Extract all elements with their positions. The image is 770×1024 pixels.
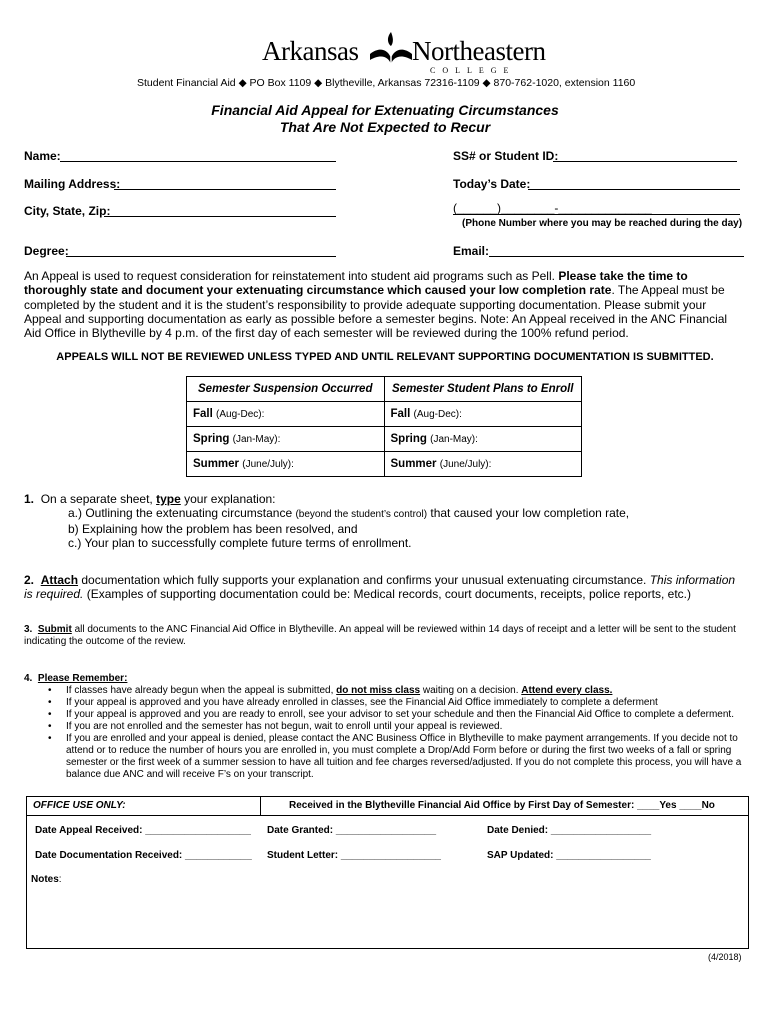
table-row (187, 402, 582, 427)
enroll-summer-cell[interactable]: Summer (June/July): (384, 452, 582, 477)
semester-table (186, 376, 582, 477)
name-label: Name: (24, 149, 61, 163)
mailing-address-label: Mailing Address: (24, 177, 121, 191)
enroll-spring-cell[interactable]: Spring (Jan-May): (384, 427, 582, 452)
instruction-1: 1. On a separate sheet, type your explanation: a.) Outlining the extenuating circumstance (beyond the student’s control) that caused your low completion rate, b) Explaining how the problem has been resolved, and c.) Your plan to successfully complete future terms of enrollment. (24, 492, 630, 550)
degree-label: Degree: (24, 244, 69, 258)
enroll-fall-cell[interactable]: Fall (Aug-Dec): (384, 402, 582, 427)
form-title-line2: That Are Not Expected to Recur (279, 119, 491, 135)
table-row (187, 427, 582, 452)
intro-text-bold: Please take the time to thoroughly state and document your extenuating circumstance which caused your low completion rate (24, 269, 688, 298)
suspension-fall-cell[interactable]: Fall (Aug-Dec): (187, 402, 385, 427)
form-version: (4/2018) (708, 952, 742, 962)
intro-text-1: An Appeal is used to request consideration for reinstatement into student aid programs such as Pell. (24, 269, 559, 283)
logo-text-left: Arkansas (262, 36, 359, 66)
column-header-enroll: Semester Student Plans to Enroll (384, 377, 582, 402)
intro-text-2: . The Appeal must be completed by the student and it is the student’s responsibility to provide adequate supporting documentation. Please submit your Appeal and supporting documentation as early as possible before a semester begins. Note: An Appeal received in the ANC Financial Aid Office in Blytheville by 4 p.m. of the first day of each semester will be reviewed during the 100% refund period. (24, 283, 728, 341)
student-id-field[interactable] (553, 149, 737, 162)
logo-college-label: COLLEGE (430, 66, 516, 75)
notes-area[interactable]: Notes: (31, 874, 62, 885)
table-header-row (187, 377, 582, 402)
table-row (187, 452, 582, 477)
review-warning: APPEALS WILL NOT BE REVIEWED UNLESS TYPED AND UNTIL RELEVANT SUPPORTING DOCUMENTATION IS SUBMITTED. (56, 351, 714, 363)
instruction-2: 2. Attach documentation which fully supports your explanation and confirms your unusual extenuating circumstance. This information is required. (Examples of supporting documentation could be: Medical records, court documents, receipts, police reports, etc.) (24, 573, 736, 601)
office-use-box (26, 796, 749, 949)
date-denied[interactable]: Date Denied: __________________ (487, 825, 652, 836)
address-line: Student Financial Aid ◆ PO Box 1109 ◆ Blytheville, Arkansas 72316-1109 ◆ 870-762-1020, extension 1160 (137, 77, 636, 89)
book-flame-icon (366, 28, 416, 68)
date-appeal-received[interactable]: Date Appeal Received: ___________________ (35, 825, 251, 836)
email-field[interactable] (489, 244, 744, 257)
student-letter[interactable]: Student Letter: __________________ (267, 850, 441, 861)
name-field[interactable] (60, 149, 336, 162)
phone-field[interactable]: (______)________-______________ (453, 201, 652, 215)
phone-note: (Phone Number where you may be reached during the day) (462, 218, 743, 229)
suspension-spring-cell[interactable]: Spring (Jan-May): (187, 427, 385, 452)
todays-date-label: Today’s Date: (453, 177, 531, 191)
column-header-suspension: Semester Suspension Occurred (187, 377, 385, 402)
student-id-label: SS# or Student ID: (453, 149, 559, 163)
suspension-summer-cell[interactable]: Summer (June/July): (187, 452, 385, 477)
notes-label: Notes (31, 874, 59, 885)
city-state-zip-field[interactable] (104, 204, 336, 217)
instruction-3: 3. Submit all documents to the ANC Financial Aid Office in Blytheville. An appeal will be reviewed within 14 days of receipt and a letter will be sent to the student indicating the outcome of the review. (24, 624, 736, 647)
todays-date-field[interactable] (528, 177, 740, 190)
college-logo (262, 28, 546, 78)
office-use-label: OFFICE USE ONLY: (33, 800, 126, 811)
date-documentation-received[interactable]: Date Documentation Received: ____________ (35, 850, 252, 861)
instruction-4: 4. Please Remember: • If classes have already begun when the appeal is submitted, do not miss class waiting on a decision. Attend every class. • If your appeal is approved and you have already enrolled in classes, see the Financial Aid Office immediately to complete a deferment • If your appeal is approved and you are ready to enroll, see your advisor to set your schedule and then the Financial Aid Office to complete a deferment. • If you are not enrolled and the semester has not begun, wait to enroll until your appeal is reviewed. • If you are enrolled and your appeal is denied, please contact the ANC Business Office in Blytheville to make payment arrangements. If you decide not to attend or to reduce the number of hours you are enrolled in, you must complete a Drop/Add Form before or during the first two weeks of a fall or spring semester or the first week of a summer session to have all tuition and fee charges reversed/adjusted. If you do not complete this process, you will have a balance due ANC and will receive F’s on your transcript. (24, 673, 742, 780)
degree-field[interactable] (66, 244, 336, 257)
mailing-address-field[interactable] (114, 177, 336, 190)
intro-paragraph (24, 269, 746, 340)
phone-field-line (453, 202, 740, 215)
received-by-first-day[interactable]: Received in the Blytheville Financial Aid Office by First Day of Semester: ____Yes ____No (289, 800, 715, 811)
email-label: Email: (453, 244, 490, 258)
logo-text-right: Northeastern (412, 36, 546, 66)
form-title-line1: Financial Aid Appeal for Extenuating Circumstances (211, 102, 559, 118)
date-granted[interactable]: Date Granted: __________________ (267, 825, 437, 836)
sap-updated[interactable]: SAP Updated: _________________ (487, 850, 651, 861)
office-header-divider (260, 797, 261, 815)
city-state-zip-label: City, State, Zip: (24, 204, 111, 218)
